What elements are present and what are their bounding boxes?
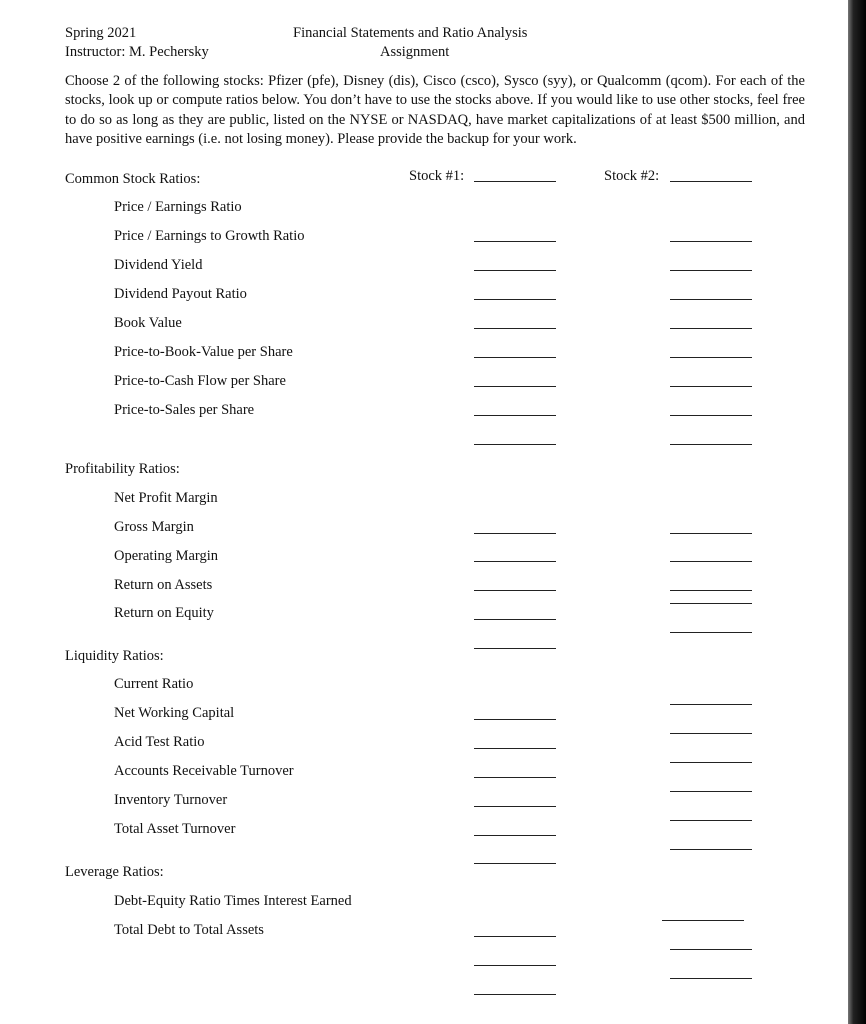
document-subtitle: Assignment — [380, 44, 450, 60]
answer-blank-stock1[interactable] — [474, 270, 556, 271]
answer-blank-stock1[interactable] — [474, 357, 556, 358]
answer-blank-stock1[interactable] — [474, 863, 556, 864]
answer-blank-stock2[interactable] — [670, 820, 752, 821]
ratio-label: Return on Equity — [114, 605, 214, 621]
answer-blank-stock1[interactable] — [474, 777, 556, 778]
ratio-label: Dividend Yield — [114, 257, 203, 273]
answer-blank-stock1[interactable] — [474, 444, 556, 445]
ratio-label: Net Profit Margin — [114, 490, 218, 506]
answer-blank-stock2[interactable] — [670, 603, 752, 604]
answer-blank-stock2[interactable] — [662, 920, 744, 921]
answer-blank-stock1[interactable] — [474, 328, 556, 329]
ratio-label: Price-to-Sales per Share — [114, 402, 255, 418]
instructor-label: Instructor: M. Pechersky — [65, 44, 209, 60]
answer-blank-stock1[interactable] — [474, 386, 556, 387]
ratio-label: Book Value — [114, 315, 182, 331]
answer-blank-stock1[interactable] — [474, 561, 556, 562]
answer-blank-stock2[interactable] — [670, 299, 752, 300]
answer-blank-stock2[interactable] — [670, 978, 752, 979]
section-heading-profitability: Profitability Ratios: — [65, 461, 180, 477]
answer-blank-stock1[interactable] — [474, 719, 556, 720]
ratio-label: Debt-Equity Ratio Times Interest Earned — [114, 893, 352, 909]
answer-blank-stock2[interactable] — [670, 733, 752, 734]
section-heading-leverage: Leverage Ratios: — [65, 864, 164, 880]
answer-blank-stock2[interactable] — [670, 849, 752, 850]
ratio-label: Inventory Turnover — [114, 792, 228, 808]
section-heading-liquidity: Liquidity Ratios: — [65, 648, 164, 664]
answer-blank-stock1[interactable] — [474, 965, 556, 966]
answer-blank-stock1[interactable] — [474, 533, 556, 534]
stock2-name-blank[interactable] — [670, 181, 752, 182]
ratio-label: Total Asset Turnover — [114, 821, 236, 837]
ratio-label: Gross Margin — [114, 519, 194, 535]
answer-blank-stock2[interactable] — [670, 561, 752, 562]
answer-blank-stock1[interactable] — [474, 619, 556, 620]
answer-blank-stock1[interactable] — [474, 415, 556, 416]
answer-blank-stock2[interactable] — [670, 357, 752, 358]
answer-blank-stock2[interactable] — [670, 590, 752, 591]
answer-blank-stock1[interactable] — [474, 241, 556, 242]
answer-blank-stock1[interactable] — [474, 648, 556, 649]
answer-blank-stock1[interactable] — [474, 299, 556, 300]
answer-blank-stock2[interactable] — [670, 386, 752, 387]
answer-blank-stock2[interactable] — [670, 328, 752, 329]
stock2-label: Stock #2: — [604, 168, 660, 184]
answer-blank-stock2[interactable] — [670, 791, 752, 792]
answer-blank-stock2[interactable] — [670, 704, 752, 705]
answer-blank-stock1[interactable] — [474, 748, 556, 749]
answer-blank-stock2[interactable] — [670, 632, 752, 633]
answer-blank-stock2[interactable] — [670, 533, 752, 534]
answer-blank-stock1[interactable] — [474, 835, 556, 836]
section-heading-common: Common Stock Ratios: — [65, 171, 201, 187]
ratio-label: Dividend Payout Ratio — [114, 286, 247, 302]
ratio-label: Price / Earnings to Growth Ratio — [114, 228, 305, 244]
stock1-name-blank[interactable] — [474, 181, 556, 182]
answer-blank-stock2[interactable] — [670, 241, 752, 242]
stock1-label: Stock #1: — [409, 168, 465, 184]
instructions-paragraph: Choose 2 of the following stocks: Pfizer (pfe), Disney (dis), Cisco (csco), Sysco (syy), or Qualcomm (qcom). For each of the stocks, look up or compute ratios below. You don’t have to use the stocks above. If you would like to use other stocks, feel free to do so as long as they are public, listed on the NYSE or NASDAQ, have market capitalizations of at least $500 million, and have positive earnings (i.e. not losing money). Please provide the backup for your work. — [65, 73, 805, 147]
answer-blank-stock1[interactable] — [474, 994, 556, 995]
document-title: Financial Statements and Ratio Analysis — [293, 25, 528, 41]
ratio-label: Operating Margin — [114, 548, 219, 564]
ratio-label: Accounts Receivable Turnover — [114, 763, 294, 779]
ratio-label: Price-to-Cash Flow per Share — [114, 373, 286, 389]
answer-blank-stock2[interactable] — [670, 444, 752, 445]
answer-blank-stock2[interactable] — [670, 762, 752, 763]
answer-blank-stock2[interactable] — [670, 415, 752, 416]
answer-blank-stock1[interactable] — [474, 590, 556, 591]
ratio-label: Return on Assets — [114, 577, 213, 593]
page-edge-shadow — [848, 0, 866, 1024]
ratio-label: Total Debt to Total Assets — [114, 922, 264, 938]
ratio-label: Price-to-Book-Value per Share — [114, 344, 293, 360]
answer-blank-stock2[interactable] — [670, 270, 752, 271]
ratio-label: Acid Test Ratio — [114, 734, 205, 750]
answer-blank-stock1[interactable] — [474, 936, 556, 937]
answer-blank-stock1[interactable] — [474, 806, 556, 807]
term-label: Spring 2021 — [65, 25, 137, 41]
ratio-label: Price / Earnings Ratio — [114, 199, 242, 215]
answer-blank-stock2[interactable] — [670, 949, 752, 950]
ratio-label: Current Ratio — [114, 676, 194, 692]
ratio-label: Net Working Capital — [114, 705, 235, 721]
